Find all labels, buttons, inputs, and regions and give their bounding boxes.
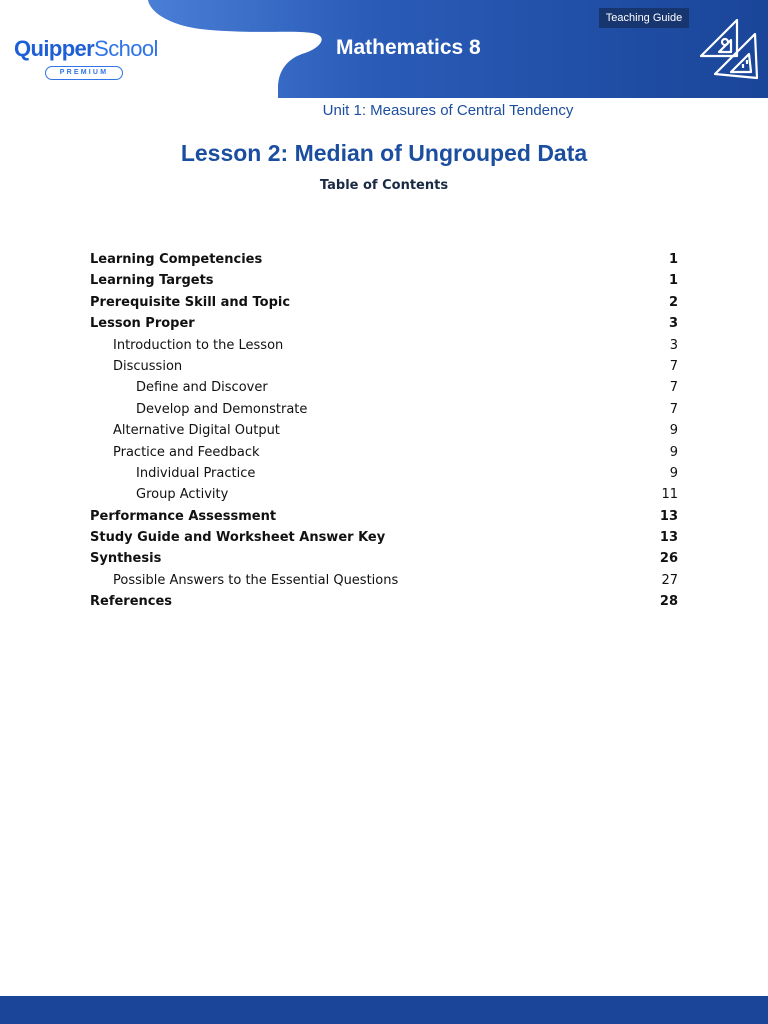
toc-entry-page: 3: [669, 337, 678, 353]
toc-entry-page: 7: [669, 401, 678, 417]
toc-entry-page: 27: [661, 572, 678, 588]
toc-entry-page: 7: [669, 358, 678, 374]
toc-entry-page: 26: [659, 551, 678, 567]
set-square-protractor-icon: [697, 16, 761, 82]
logo-premium-tag: PREMIUM: [45, 66, 123, 80]
table-of-contents: [90, 249, 678, 613]
toc-heading: Table of Contents: [319, 178, 449, 193]
quipper-school-logo: [14, 36, 158, 80]
page-header: [0, 0, 768, 98]
toc-entry-title: Learning Competencies: [90, 252, 263, 267]
logo-word-quipper: Quipper: [14, 36, 95, 61]
toc-entry[interactable]: [90, 463, 678, 484]
toc-entry-title: Prerequisite Skill and Topic: [90, 294, 291, 310]
toc-entry-title: Develop and Demonstrate: [136, 401, 308, 417]
toc-entry[interactable]: [90, 356, 678, 377]
toc-entry-title: Learning Targets: [90, 273, 214, 289]
lesson-title: Lesson 2: Median of Ungrouped Data: [180, 140, 588, 166]
toc-entry-title: Lesson Proper: [90, 316, 195, 332]
unit-title: Unit 1: Measures of Central Tendency: [322, 102, 574, 119]
toc-entry-title: Study Guide and Worksheet Answer Key: [90, 530, 386, 546]
toc-entry-title: Group Activity: [136, 487, 229, 503]
toc-entry-page: 3: [668, 316, 678, 332]
toc-entry-title: Performance Assessment: [90, 508, 277, 524]
toc-entry-title: Synthesis: [90, 551, 162, 567]
toc-entry-title: Introduction to the Lesson: [113, 337, 284, 353]
toc-entry-title: Possible Answers to the Essential Questions: [113, 572, 399, 588]
toc-entry[interactable]: [90, 506, 678, 527]
teaching-guide-badge: Teaching Guide: [599, 8, 689, 28]
toc-entry[interactable]: [90, 270, 678, 291]
toc-entry-page: 1: [668, 273, 678, 289]
toc-entry-title: Define and Discover: [136, 380, 268, 396]
toc-entry[interactable]: [90, 442, 678, 463]
toc-entry-title: References: [90, 594, 173, 610]
toc-entry-page: 9: [669, 465, 678, 481]
toc-entry-page: 1: [668, 252, 678, 267]
toc-entry[interactable]: [90, 292, 678, 313]
page-footer-bar: [0, 996, 768, 1024]
toc-entry-page: 11: [661, 487, 678, 503]
toc-entry[interactable]: [90, 570, 678, 591]
toc-entry-page: 7: [669, 380, 678, 396]
toc-entry[interactable]: [90, 399, 678, 420]
toc-entry[interactable]: [90, 335, 678, 356]
toc-entry-page: 13: [659, 530, 678, 546]
toc-entry-title: Individual Practice: [136, 465, 256, 481]
toc-entry-title: Practice and Feedback: [113, 444, 260, 460]
toc-entry[interactable]: [90, 548, 678, 569]
toc-entry-page: 2: [668, 294, 678, 310]
toc-entry-page: 13: [659, 508, 678, 524]
toc-entry-page: 9: [669, 423, 678, 439]
logo-word-school: School: [94, 36, 158, 61]
toc-entry[interactable]: [90, 420, 678, 441]
toc-entry-title: Alternative Digital Output: [113, 423, 280, 439]
toc-entry-title: Discussion: [113, 358, 183, 374]
subject-title: Mathematics 8: [336, 36, 481, 59]
toc-entry[interactable]: [90, 313, 678, 334]
toc-entry-page: 9: [669, 444, 678, 460]
toc-entry[interactable]: [90, 249, 678, 270]
toc-entry[interactable]: [90, 377, 678, 398]
toc-entry[interactable]: [90, 527, 678, 548]
toc-entry[interactable]: [90, 484, 678, 505]
toc-entry[interactable]: [90, 591, 678, 612]
toc-entry-page: 28: [659, 594, 678, 610]
